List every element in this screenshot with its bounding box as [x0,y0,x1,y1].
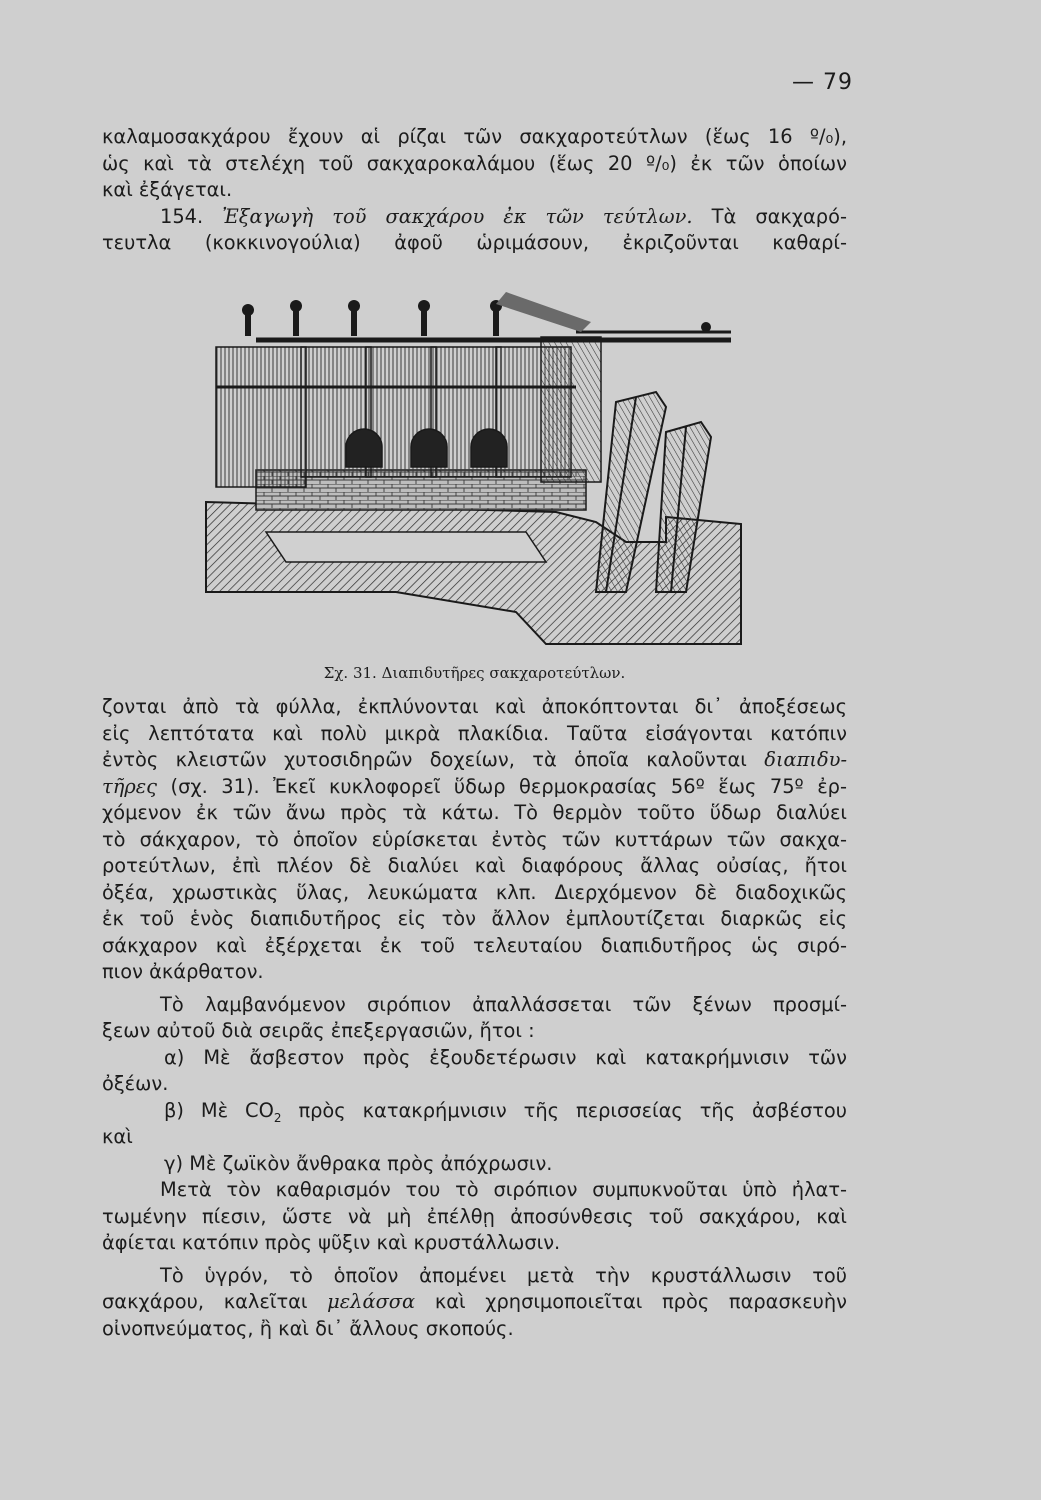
text-line: ξεων αὐτοῦ διὰ σειρᾶς ἐπεξεργασιῶν, ἤτοι : [102,1019,535,1042]
text-line: σάκχαρον καὶ ἐξέρχεται ἐκ τοῦ τελευταίου διαπιδυτῆρος ὡς σιρό- [102,933,847,957]
text-line: χόμενον ἐκ τῶν ἄνω πρὸς τὰ κάτω. Τὸ θερμὸν τοῦτο ὕδωρ διαλύει [102,801,847,824]
text-line: ὀξέα, χρωστικὰς ὕλας, λευκώματα κλπ. Διερχόμενον δὲ διαδοχικῶς [102,880,847,904]
text-line: οἰνοπνεύματος, ἢ καὶ δι᾽ ἄλλους σκοπούς. [102,1316,514,1340]
body-text [102,694,847,1342]
section-number: 154. [160,204,204,228]
text-line: ἀφίεται κατόπιν πρὸς ψῦξιν καὶ κρυστάλλωσιν. [102,1231,561,1254]
text-line: καλαμοσακχάρου ἔχουν αἱ ρίζαι τῶν σακχαροτεύτλων (ἕως 16 º/₀), [102,125,847,148]
text-line: Τὸ ὑγρόν, τὸ ὁποῖον ἀπομένει μετὰ τὴν κρυστάλλωσιν τοῦ [160,1263,847,1287]
text-fragment: σακχάρου, καλεῖται [102,1290,308,1313]
tank-row [216,337,601,487]
text-line [102,747,847,774]
text-line: Τὸ λαμβανόμενον σιρόπιον ἀπαλλάσσεται τῶν ξένων προσμί- [160,992,847,1016]
text-line: καὶ [102,1125,133,1148]
text-line: ὡς καὶ τὰ στελέχη τοῦ σακχαροκαλάμου (ἕως 20 º/₀) ἐκ τῶν ὁποίων [102,151,847,175]
list-item-b [102,1098,847,1125]
text-line: ὀξέων. [102,1072,169,1095]
text-line: καὶ ἐξάγεται. [102,178,233,201]
text-line: εἰς λεπτότατα καὶ πολὺ μικρὰ πλακίδια. Ταῦτα εἰσάγονται κατόπιν [102,721,847,745]
text-line: τευτλα (κοκκινογούλια) ἀφοῦ ὡριμάσουν, ἐκριζοῦνται καθαρί- [102,231,847,254]
text-line: τωμένην πίεσιν, ὥστε νὰ μὴ ἐπέλθῃ ἀποσύνθεσις τοῦ σακχάρου, καὶ [102,1204,847,1228]
text-line [102,774,847,801]
top-paragraph [102,124,847,257]
text-line: πιον ἀκάρθατον. [102,960,264,983]
page-number: — 79 [792,70,853,95]
text-line: Μετὰ τὸν καθαρισμόν του τὸ σιρόπιον συμπυκνοῦται ὑπὸ ἠλατ- [160,1178,847,1201]
term-diapidyteres: διαπιδυ- [764,748,847,771]
section-heading-line [102,204,847,231]
figure-caption: Σχ. 31. Διαπιδυτῆρες σακχαροτεύτλων. [323,664,626,682]
list-item-c: γ) Μὲ ζωϊκὸν ἄνθρακα πρὸς ἀπόχρωσιν. [164,1151,553,1175]
valves [242,292,591,336]
text-fragment: β) Μὲ CO [164,1098,274,1122]
text-fragment: ἐντὸς κλειστῶν χυτοσιδηρῶν δοχείων, τὰ ὁποῖα καλοῦνται [102,748,747,771]
term-melassa: μελάσσα [327,1290,416,1313]
diffuser-illustration [196,292,748,652]
text-fragment: πρὸς κατακρήμνισιν τῆς περισσείας τῆς ἀσβέστου [281,1098,847,1122]
text-line: ἐκ τοῦ ἑνὸς διαπιδυτῆρος εἰς τὸν ἄλλον ἐμπλουτίζεται διαρκῶς εἰς [102,907,847,930]
list-item-a: α) Μὲ ἄσβεστον πρὸς ἐξουδετέρωσιν καὶ κατακρήμνισιν τῶν [164,1045,847,1069]
text-line: ροτεύτλων, ἐπὶ πλέον δὲ διαλύει καὶ διαφόρους ἄλλας οὐσίας, ἤτοι [102,854,847,877]
text-line: τὸ σάκχαρον, τὸ ὁποῖον εὑρίσκεται ἐντὸς τῶν κυττάρων τῶν σακχα- [102,827,847,851]
term-diapidyteres-end: τῆρες [102,774,158,798]
subscript: 2 [273,1110,282,1124]
text-line: ζονται ἀπὸ τὰ φύλλα, ἐκπλύνονται καὶ ἀποκόπτονται δι᾽ ἀποξέσεως [102,695,847,718]
section-title: Ἐξαγωγὴ τοῦ σακχάρου ἐκ τῶν τεύτλων. [222,204,693,228]
text-fragment: (σχ. 31). Ἐκεῖ κυκλοφορεῖ ὕδωρ θερμοκρασίας 56º ἕως 75º ἐρ- [170,774,847,798]
text-line [102,1289,847,1316]
text-fragment: Τὰ σακχαρό- [711,204,847,228]
text-fragment: καὶ χρησιμοποιεῖται πρὸς παρασκευὴν [434,1290,847,1313]
